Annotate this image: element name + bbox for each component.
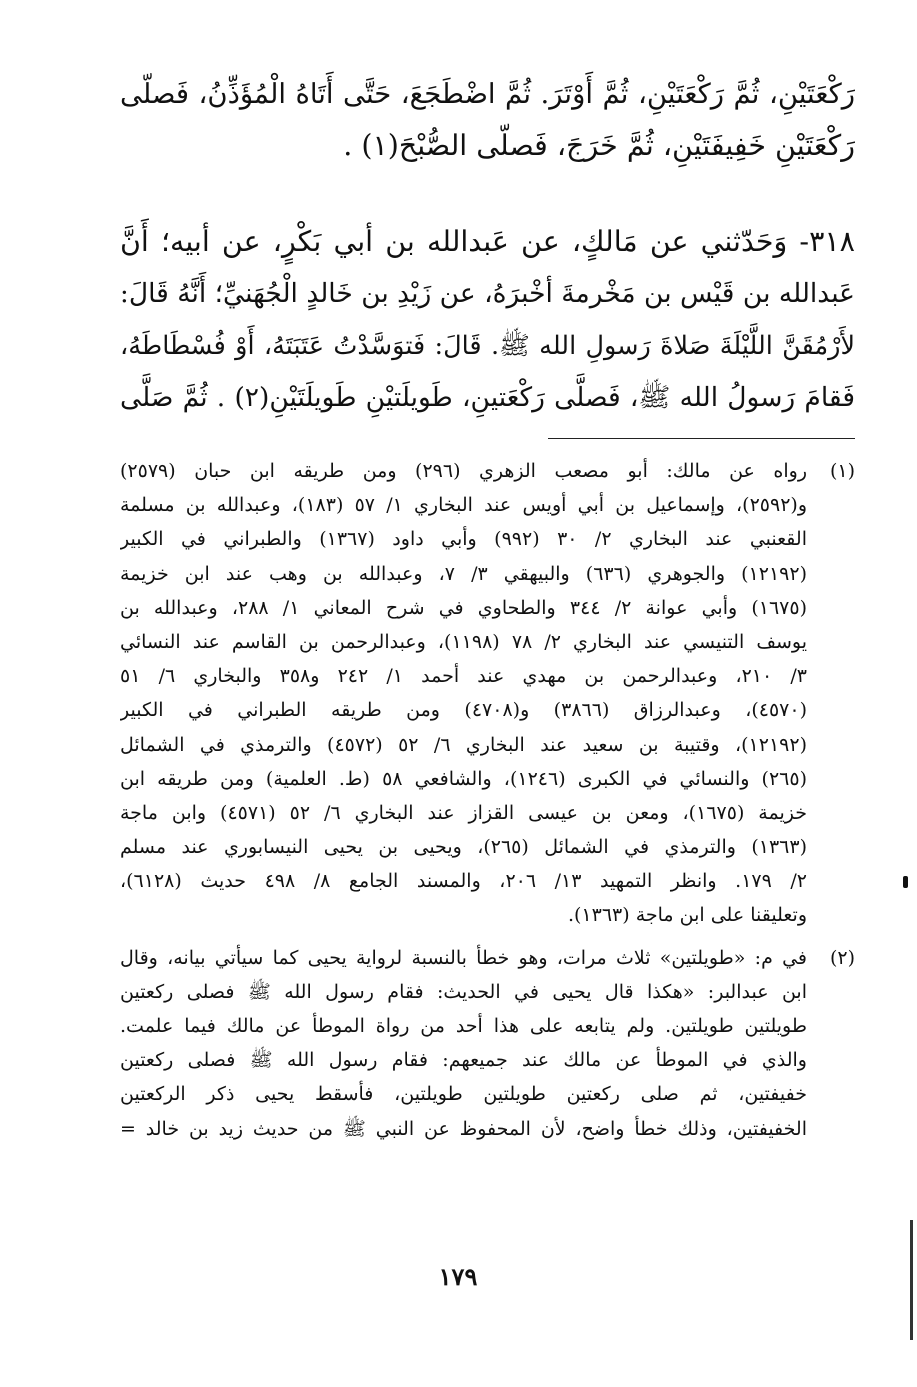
footnote-line: (١٣٦٣) والترمذي في الشمائل (٢٦٥)، ويحيى بن يحيى النيسابوري عند مسلم: [120, 836, 807, 859]
footnote-1: [120, 454, 855, 933]
footnote-line: يوسف التنيسي عند البخاري ٢/ ٧٨ (١١٩٨)، وعبدالرحمن بن القاسم عند النسائي: [120, 630, 807, 653]
footnote-line: (١٢١٩٢)، وقتيبة بن سعيد عند البخاري ٦/ ٥٢ (٤٥٧٢) والترمذي في الشمائل: [120, 733, 807, 756]
footnote-line: وتعليقنا على ابن ماجة (١٣٦٣).: [567, 904, 807, 927]
footnote-line: و(٢٥٩٢)، وإسماعيل بن أبي أويس عند البخاري ١/ ٥٧ (١٨٣)، وعبدالله بن مسلمة: [120, 494, 807, 517]
footnote-line: في م: «طويلتين» ثلاث مرات، وهو خطأ بالنسبة لرواية يحيى كما سيأتي بيانه، وقال: [120, 946, 807, 969]
hadith-line: ٣١٨- وَحَدّثني عن مَالكٍ، عن عَبدالله بن أبي بَكْرٍ، عن أبيه؛ أَنَّ: [120, 225, 855, 258]
hadith-line: لأَرْمُقَنَّ اللَّيْلَةَ صَلاةَ رَسولِ الله ﷺ. قَالَ: فَتوَسَّدْتُ عَتَبَتَهُ، أَوْ فُسْطَاطَهُ،: [120, 331, 855, 361]
main-text: [120, 68, 855, 424]
scan-edge-line: [910, 1220, 913, 1340]
footnote-line: رواه عن مالك: أبو مصعب الزهري (٢٩٦) ومن طريقه ابن حبان (٢٥٧٩): [120, 460, 807, 482]
footnote-line: (١٢١٩٢) والجوهري (٦٣٦) والبيهقي ٣/ ٧، وعبدالله بن وهب عند ابن خزيمة: [120, 562, 807, 585]
page-number: ١٧٩: [438, 1262, 478, 1291]
footnote-line: (٢٦٥) والنسائي في الكبرى (١٢٤٦)، والشافعي ٥٨ (ط. العلمية) ومن طريقه ابن: [120, 767, 807, 790]
footnote-body: [120, 941, 807, 1146]
footnote-line: ٣/ ٢١٠، وعبدالرحمن بن مهدي عند أحمد ١/ ٢٤٢ و٣٥٨ والبخاري ٦/ ٥١: [120, 665, 807, 688]
footnote-line: ٢/ ١٧٩. وانظر التمهيد ١٣/ ٢٠٦، والمسند الجامع ٨/ ٤٩٨ حديث (٦١٢٨)،: [120, 870, 807, 893]
footnote-body: [120, 454, 807, 933]
hadith-line: فَقامَ رَسولُ الله ﷺ، فَصلَّى رَكْعَتينِ، طَويلَتيْنِ طَويلَتَيْنِ(٢) . ثُمَّ صَلَّى: [120, 382, 855, 413]
scan-mark: [903, 876, 908, 888]
footnote-line: خفيفتين، ثم صلى ركعتين طويلتين طويلتين، فأسقط يحيى ذكر الركعتين: [120, 1083, 807, 1106]
footnote-number: (١): [829, 460, 855, 482]
footnotes: [120, 454, 855, 1146]
hadith-line: عَبدالله بن قَيْس بن مَخْرمةَ أخْبرَهُ، عن زَيْدِ بن خَالدٍ الْجُهَنيِّ؛ أَنَّهُ قَالَ:: [120, 278, 855, 309]
footnote-line: القعنبي عند البخاري ٢/ ٣٠ (٩٩٢) وأبي داود (١٣٦٧) والطبراني في الكبير: [120, 528, 807, 551]
footnote-line: ابن عبدالبر: «هكذا قال يحيى في الحديث: فقام رسول الله ﷺ فصلى ركعتين: [120, 980, 807, 1003]
main-line: رَكْعَتَيْنِ، ثُمَّ رَكْعَتَيْنِ، ثُمَّ أَوْتَرَ. ثُمَّ اضْطَجَعَ، حَتَّى أَتَاهُ الْمُؤَذِّنُ، فَصلّى: [120, 78, 855, 110]
footnote-line: (٤٥٧٠)، وعبدالرزاق (٣٨٦٦) و(٤٧٠٨) ومن طريقه الطبراني في الكبير: [120, 699, 807, 722]
footnote-line: خزيمة (١٦٧٥)، ومعن بن عيسى القزاز عند البخاري ٦/ ٥٢ (٤٥٧١) وابن ماجة: [120, 801, 807, 824]
footnote-line: (١٦٧٥) وأبي عوانة ٢/ ٣٤٤ والطحاوي في شرح المعاني ١/ ٢٨٨، وعبدالله بن: [120, 596, 807, 619]
footnote-line: والذي في الموطأ عن مالك عند جميعهم: فقام رسول الله ﷺ فصلى ركعتين: [120, 1049, 807, 1072]
footnote-separator: [548, 438, 855, 439]
footnote-line: طويلتين طويلتين. ولم يتابعه على هذا أحد من رواة الموطأ عن مالك فيما علمت.: [120, 1015, 807, 1037]
footnote-line: الخفيفتين، وذلك خطأ واضح، لأن المحفوظ عن النبي ﷺ من حديث زيد بن خالد =: [120, 1117, 807, 1140]
footnote-number: (٢): [829, 946, 855, 969]
main-line: رَكْعَتَيْنِ خَفِيفَتَيْنِ، ثُمَّ خَرَجَ، فَصلّى الصُّبْحَ(١) .: [343, 129, 855, 162]
footnote-2: [120, 941, 855, 1146]
